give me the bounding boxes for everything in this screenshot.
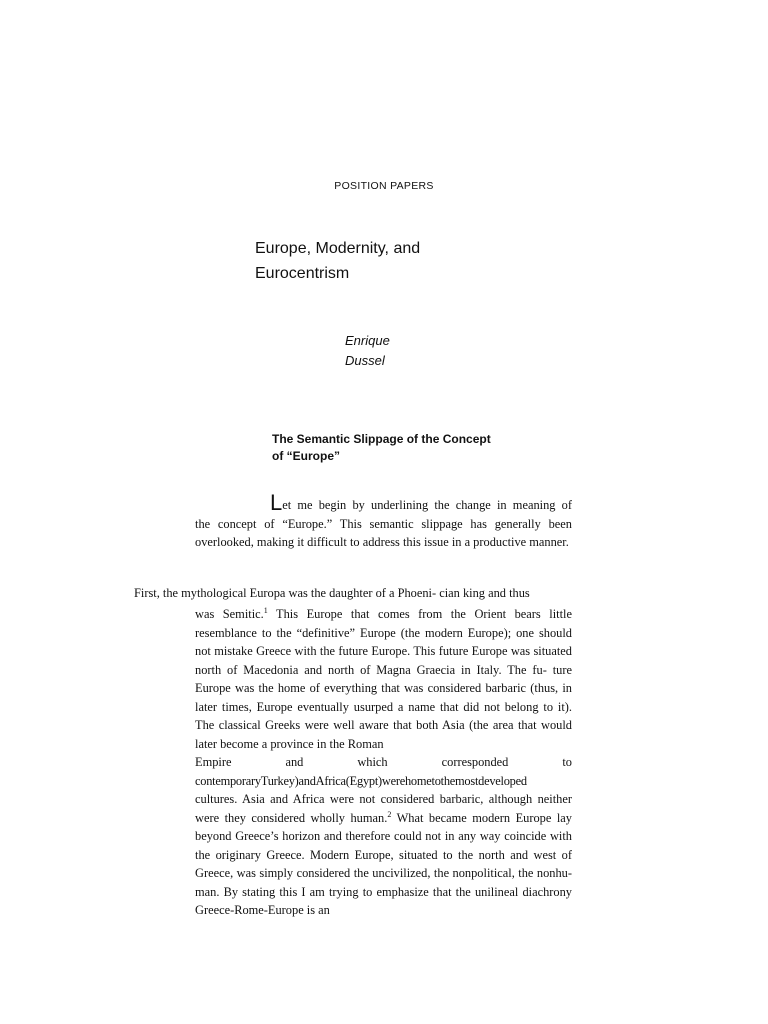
paragraph-1-body: the concept of “Europe.” This semantic slippage has generally been overlooked, making it difficult to address this issue in a productive manner. <box>195 516 572 549</box>
paragraph-1-first-line-text: et me begin by underlining the change in meaning of <box>282 498 572 512</box>
paragraph-2-segment-a: was Semitic. <box>195 607 264 621</box>
article-title <box>255 236 555 286</box>
footnote-marker-1[interactable]: 1 <box>263 606 268 615</box>
article-title-line-2: Eurocentrism <box>255 265 350 282</box>
author-name <box>345 331 465 371</box>
paragraph-2-line-empire: Empire and which corresponded to <box>195 755 572 769</box>
author-last-name: Dussel <box>345 353 385 368</box>
section-heading-line-1: The Semantic Slippage of the Concept <box>272 432 491 446</box>
footnote-marker-2[interactable]: 2 <box>387 809 392 819</box>
section-heading <box>272 431 532 465</box>
paragraph-1 <box>195 490 572 552</box>
section-heading-line-2: of “Europe” <box>272 449 340 463</box>
paragraph-2-segment-d: What became modern Europe lay beyond Greece’s horizon and therefore could not in any way coincide with the originary Greece. Modern Europe, situated to the north and west of Greece, was simply considered the uncivilized, the nonpolitical, the nonhu- man. By stating this I am trying to emphasize that the unilineal diachrony Greece-Rome-Europe is an <box>195 810 572 917</box>
paragraph-2-segment-b: This Europe that comes from the Orient bears little resemblance to the “definitive” Europe (the modern Europe); one should not mistake Greece with the future Europe. This future Europe was situated north of Macedonia and north of Magna Graecia in Italy. The fu- ture Europe was the home of everything that was considered barbaric (thus, in later times, Europe eventually usurped a name that did not belong to it). The classical Greeks were well aware that both Asia (the area that would later become a province in the Roman <box>195 607 572 751</box>
paragraph-2-line-tight: contemporaryTurkey)andAfrica(Egypt)werehometothemostdeveloped <box>195 773 527 788</box>
section-label: POSITION PAPERS <box>334 180 434 192</box>
paragraph-2-first-line: First, the mythological Europa was the daughter of a Phoeni- cian king and thus <box>134 586 530 600</box>
paragraph-1-first-line <box>195 490 572 515</box>
paragraph-2 <box>195 605 572 920</box>
author-first-name: Enrique <box>345 333 390 348</box>
paragraph-2-segment-c: cultures. Asia and Africa were not considered barbaric, although neither were they considered wholly human. <box>195 792 572 825</box>
article-title-line-1: Europe, Modernity, and <box>255 240 421 257</box>
drop-cap: L <box>270 490 283 515</box>
